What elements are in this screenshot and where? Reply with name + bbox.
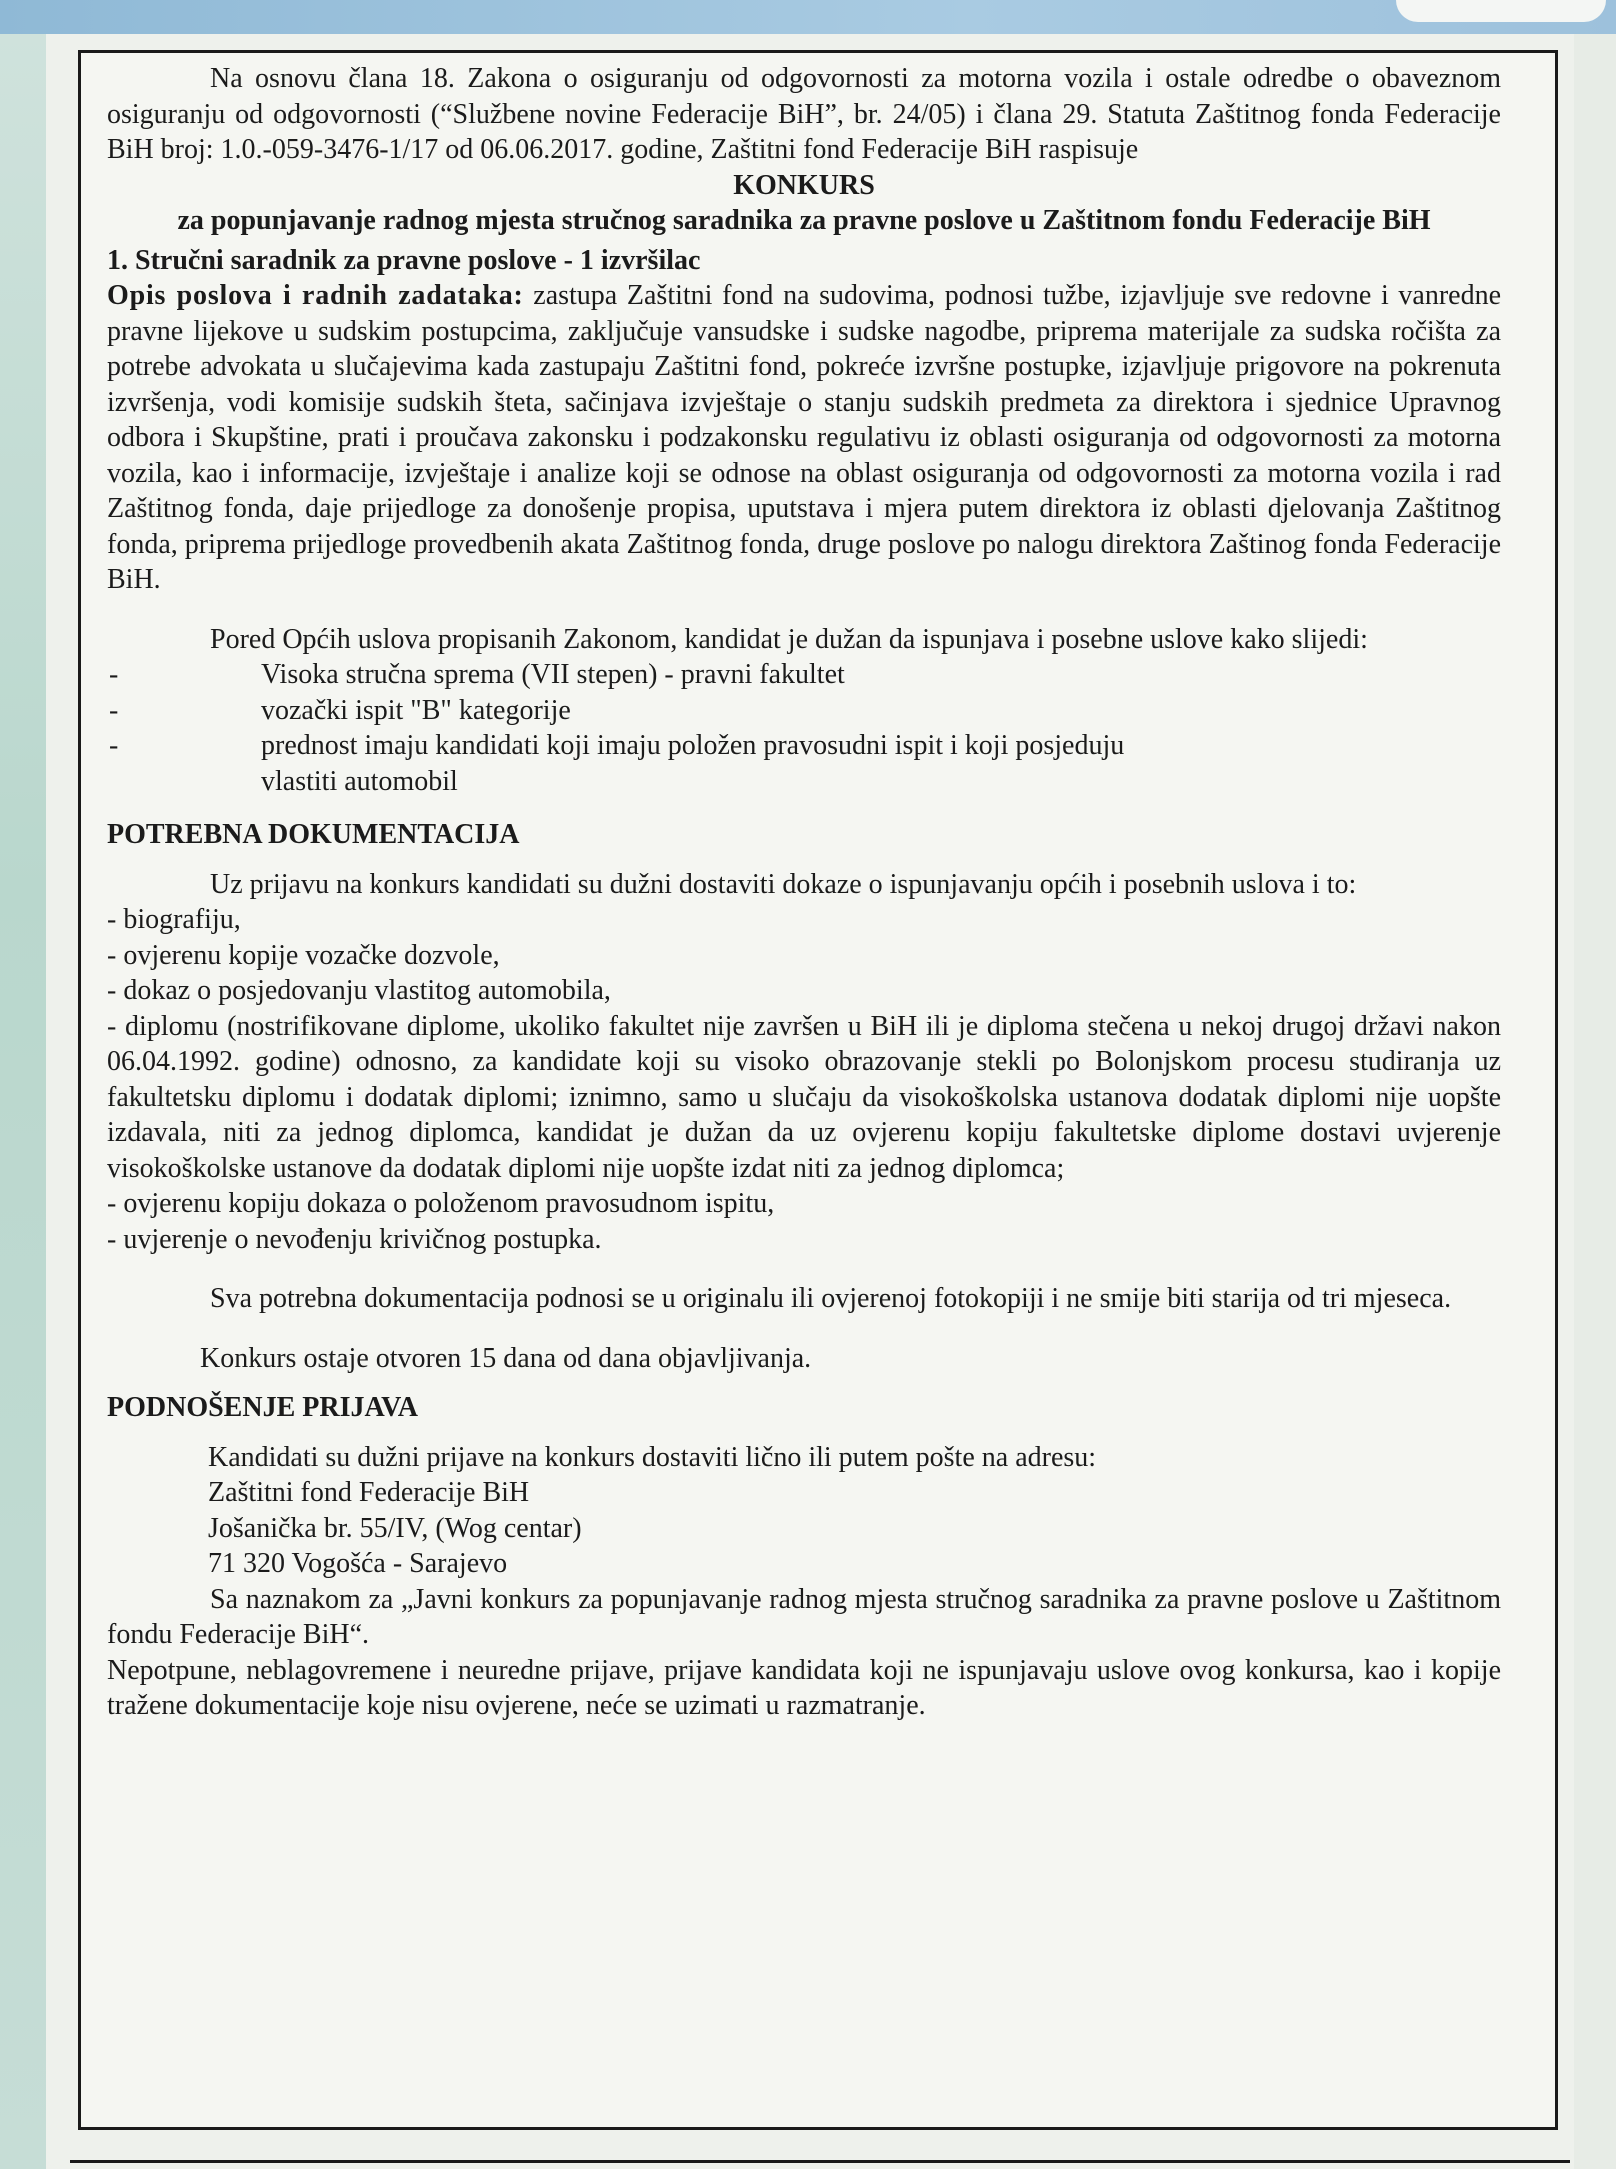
documentation-intro: Uz prijavu na konkurs kandidati su dužni dostaviti dokaze o ispunjavanju općih i posebnih uslova i to: (210, 868, 1357, 900)
requirement-text: prednost imaju kandidati koji imaju položen pravosudni ispit i koji posjeduju vlastiti automobil (261, 730, 1125, 797)
requirement-item (107, 657, 1501, 693)
list-dash: - (109, 694, 119, 726)
documentation-item: - ovjerenu kopije vozačke dozvole, (107, 939, 500, 971)
documentation-item: - biografiju, (107, 904, 241, 935)
position-heading: 1. Stručni saradnik za pravne poslove - 1 izvršilac (107, 244, 701, 276)
list-dash: - (109, 730, 119, 761)
right-page-margin (1574, 34, 1616, 2169)
notice-content (107, 61, 1501, 1724)
job-notice-box (78, 50, 1558, 2130)
address-line: 71 320 Vogošća - Sarajevo (208, 1548, 508, 1579)
requirement-item (107, 693, 1501, 729)
address-line: Zaštitni fond Federacije BiH (208, 1477, 530, 1508)
masthead-fragment (1396, 0, 1606, 22)
documentation-item: - uvjerenje o nevođenju krivičnog postupka. (107, 1223, 602, 1255)
requirement-item (107, 728, 1501, 799)
duties-label: Opis poslova i radnih zadataka: (107, 280, 524, 311)
conditions-intro: Pored Općih uslova propisanih Zakonom, kandidat je dužan da ispunjava i posebne uslove kako slijedi: (210, 623, 1368, 655)
duties-text: zastupa Zaštitni fond na sudovima, podnosi tužbe, izjavljuje sve redovne i vanredne pravne lijekove u sudskim postupcima, zaključuje vansudske i sudske nagodbe, priprema materijale za sudska ročišta za potrebe advokata u slučajevima kada zastupaju Zaštitni fond, pokreće izvršne postupke, izjavljuje prigovore na pokrenuta izvršenja, vodi komisije sudskih šteta, sačinjava izvještaje o stanju sudskih predmeta za direktora i sjednice Upravnog odbora i Skupštine, prati i proučava zakonsku i podzakonsku regulativu iz oblasti osiguranja od odgovornosti za motorna vozila, kao i informacije, izvještaje i analize koji se odnose na oblast osiguranja od odgovornosti za motorna vozila i rad Zaštitnog fonda, daje prijedloge za donošenje propisa, uputstava i mjera putem direktora iz oblasti djelovanja Zaštitnog fonda, priprema prijedloge provedbenih akata Zaštitnog fonda, druge poslove po nalogu direktora Zaštinog fonda Federacije BiH. (107, 280, 1501, 595)
duties-paragraph (107, 278, 1501, 598)
documentation-item: - ovjerenu kopiju dokaza o položenom pravosudnom ispitu, (107, 1188, 775, 1219)
documentation-item: - diplomu (nostrifikovane diplome, ukoliko fakultet nije završen u BiH ili je diploma stečena u nekoj drugoj državi nakon 06.04.1992. godine) odnosno, za kandidate koji su visoko obrazovanje stekli po Bolonjskom procesu studiranja uz fakultetsku diplomu i dodatak diplomi; iznimno, samo u slučaju da visokoškolska ustanova dodatak diplomi nije uopšte izdavala, niti za jednog diplomca, kandidat je dužan da uz ovjerenu kopiju fakultetske diplome dostavi uvjerenje visokoškolske ustanove da dodatak diplomi nije uopšte izdat niti za jednog diplomca; (107, 1010, 1501, 1184)
documentation-item: - dokaz o posjedovanju vlastitog automobila, (107, 975, 611, 1006)
intro-paragraph: Na osnovu člana 18. Zakona o osiguranju od odgovornosti za motorna vozila i ostale odredbe o obaveznom osiguranju od odgovornosti (“Službene novine Federacije BiH”, br. 24/05) i člana 29. Statuta Zaštitnog fonda Federacije BiH broj: 1.0.-059-3476-1/17 od 06.06.2017. godine, Zaštitni fond Federacije BiH raspisuje (107, 63, 1501, 165)
requirement-text: Visoka stručna sprema (VII stepen) - pravni fakultet (261, 659, 845, 690)
requirements-list (107, 657, 1501, 799)
notice-title: KONKURS (733, 169, 875, 201)
notice-subtitle: za popunjavanje radnog mjesta stručnog saradnika za pravne poslove u Zaštitnom fondu Federacije BiH (177, 205, 1431, 236)
left-page-margin (0, 34, 46, 2169)
documentation-heading: POTREBNA DOKUMENTACIJA (107, 819, 520, 850)
documentation-note: Sva potrebna dokumentacija podnosi se u originalu ili ovjerenoj fotokopiji i ne smije biti starija od tri mjeseca. (210, 1283, 1452, 1314)
submission-intro: Kandidati su dužni prijave na konkurs dostaviti lično ili putem pošte na adresu: (208, 1441, 1097, 1473)
closing-paragraph: Nepotpune, neblagovremene i neuredne prijave, prijave kandidata koji ne ispunjavaju uslove ovog konkursa, kao i kopije tražene dokumentacije koje nisu ovjerene, neće se uzimati u razmatranje. (107, 1654, 1501, 1721)
open-period: Konkurs ostaje otvoren 15 dana od dana objavljivanja. (200, 1342, 812, 1374)
submission-heading: PODNOŠENJE PRIJAVA (107, 1392, 418, 1423)
address-line: Jošanička br. 55/IV, (Wog centar) (208, 1512, 582, 1544)
newspaper-top-band (0, 0, 1616, 34)
documentation-list (107, 902, 1501, 1257)
bottom-divider (70, 2160, 1570, 2163)
marking-paragraph: Sa naznakom za „Javni konkurs za popunjavanje radnog mjesta stručnog saradnika za pravne poslove u Zaštitnom fondu Federacije BiH“. (107, 1583, 1501, 1650)
list-dash: - (109, 659, 119, 690)
requirement-text: vozački ispit "B" kategorije (261, 694, 571, 726)
